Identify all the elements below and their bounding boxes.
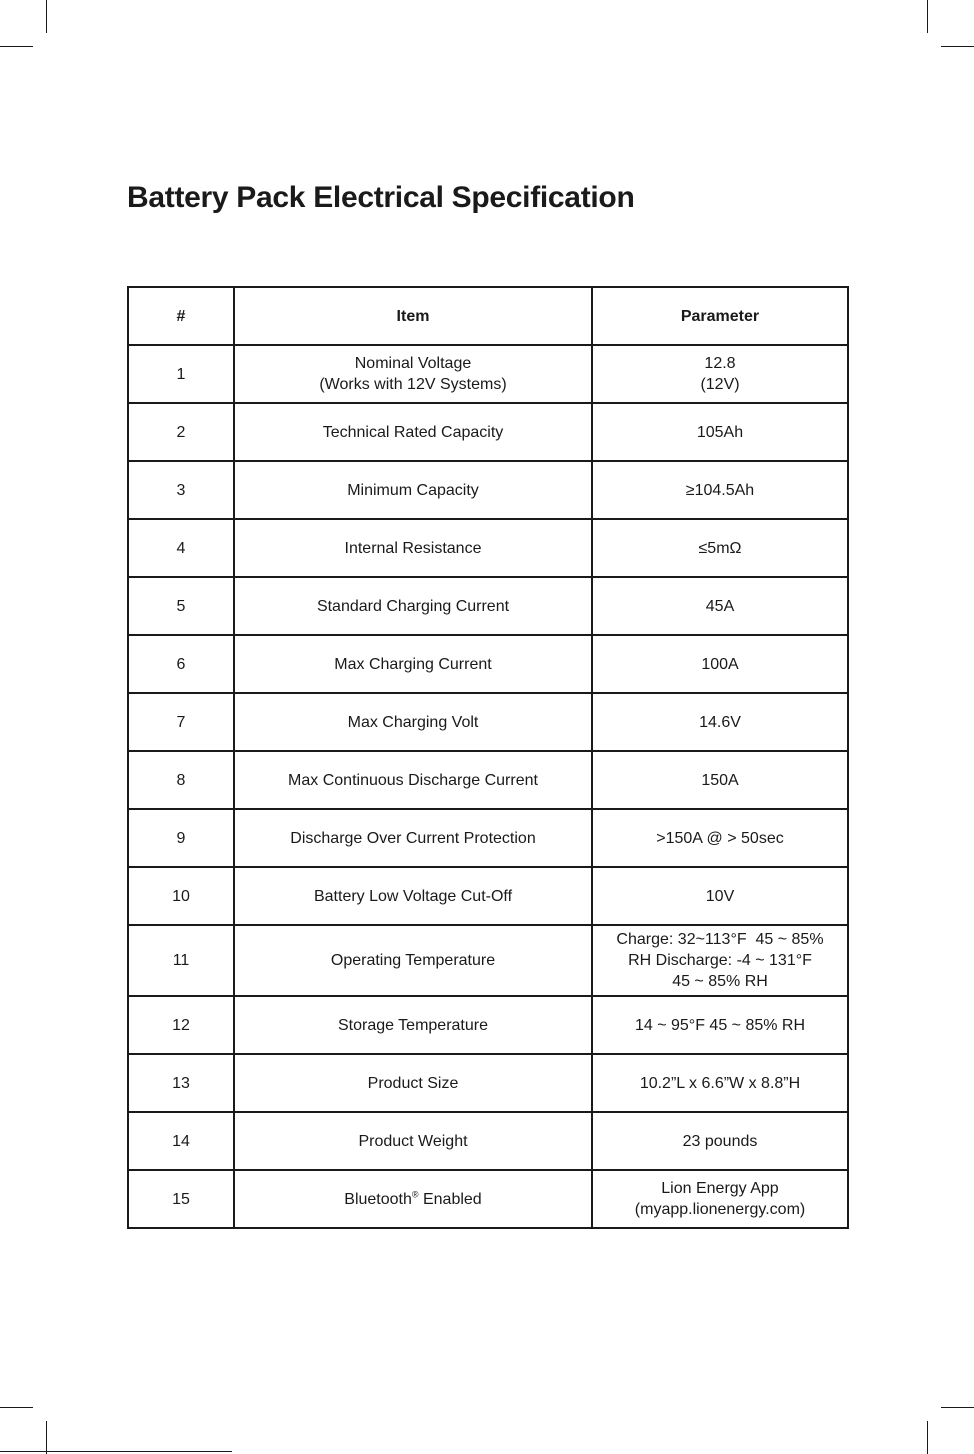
parameter-line: Lion Energy App (661, 1180, 779, 1197)
item-line: (Works with 12V Systems) (319, 376, 507, 393)
crop-mark-bottom-right-horizontal (941, 1407, 974, 1408)
table-row (128, 693, 848, 751)
row-item: Internal Resistance (234, 519, 592, 577)
row-number: 14 (128, 1112, 234, 1170)
row-parameter (592, 1170, 848, 1228)
row-parameter: 23 pounds (592, 1112, 848, 1170)
row-number: 4 (128, 519, 234, 577)
row-item: Operating Temperature (234, 925, 592, 996)
row-item: Max Charging Volt (234, 693, 592, 751)
registered-mark: ® (411, 1189, 419, 1200)
parameter-line: 12.8 (704, 355, 736, 372)
row-parameter: 150A (592, 751, 848, 809)
table-header-row (128, 287, 848, 345)
table-row (128, 751, 848, 809)
table-row (128, 403, 848, 461)
table-row (128, 1170, 848, 1228)
table-row (128, 1112, 848, 1170)
item-text: Enabled (418, 1190, 482, 1208)
header-number: # (128, 287, 234, 345)
row-item: Max Charging Current (234, 635, 592, 693)
table-row (128, 461, 848, 519)
row-number: 12 (128, 996, 234, 1054)
crop-mark-bottom-left-horizontal (0, 1407, 33, 1408)
parameter-line: 45 ~ 85% RH (672, 973, 768, 990)
row-number: 8 (128, 751, 234, 809)
page-title: Battery Pack Electrical Specification (127, 181, 635, 214)
row-item: Standard Charging Current (234, 577, 592, 635)
table-row (128, 996, 848, 1054)
row-parameter: 45A (592, 577, 848, 635)
row-item: Discharge Over Current Protection (234, 809, 592, 867)
header-parameter: Parameter (592, 287, 848, 345)
row-number: 3 (128, 461, 234, 519)
bottom-trim-line (0, 1451, 232, 1452)
header-item: Item (234, 287, 592, 345)
row-parameter: 14 ~ 95°F 45 ~ 85% RH (592, 996, 848, 1054)
crop-mark-bottom-right-vertical (927, 1421, 928, 1454)
row-parameter (592, 345, 848, 403)
row-parameter: ≤5mΩ (592, 519, 848, 577)
row-number: 9 (128, 809, 234, 867)
row-item: Technical Rated Capacity (234, 403, 592, 461)
row-parameter (592, 925, 848, 996)
item-line: Nominal Voltage (354, 355, 472, 372)
table-row (128, 345, 848, 403)
row-parameter: ≥104.5Ah (592, 461, 848, 519)
row-parameter: >150A @ > 50sec (592, 809, 848, 867)
table-row (128, 809, 848, 867)
row-item: Storage Temperature (234, 996, 592, 1054)
row-parameter: 10V (592, 867, 848, 925)
table-row (128, 577, 848, 635)
row-number: 7 (128, 693, 234, 751)
parameter-line: Charge: 32~113°F 45 ~ 85% (616, 931, 824, 948)
crop-mark-top-right-horizontal (941, 46, 974, 47)
parameter-line: RH Discharge: -4 ~ 131°F (628, 952, 812, 969)
row-number: 13 (128, 1054, 234, 1112)
parameter-line: (12V) (700, 376, 740, 393)
row-number: 5 (128, 577, 234, 635)
row-item (234, 345, 592, 403)
table-row (128, 1054, 848, 1112)
item-text: Bluetooth (344, 1190, 412, 1208)
row-item: Product Size (234, 1054, 592, 1112)
row-number: 10 (128, 867, 234, 925)
table-row (128, 867, 848, 925)
row-parameter: 10.2”L x 6.6”W x 8.8”H (592, 1054, 848, 1112)
row-item: Product Weight (234, 1112, 592, 1170)
row-parameter: 100A (592, 635, 848, 693)
row-parameter: 105Ah (592, 403, 848, 461)
spec-table (127, 286, 849, 1229)
row-number: 15 (128, 1170, 234, 1228)
crop-mark-top-left-vertical (46, 0, 47, 33)
row-number: 1 (128, 345, 234, 403)
table-row (128, 519, 848, 577)
row-number: 11 (128, 925, 234, 996)
row-number: 6 (128, 635, 234, 693)
row-number: 2 (128, 403, 234, 461)
parameter-line: (myapp.lionenergy.com) (634, 1201, 806, 1218)
row-parameter: 14.6V (592, 693, 848, 751)
row-item: Minimum Capacity (234, 461, 592, 519)
crop-mark-top-left-horizontal (0, 46, 33, 47)
row-item: Battery Low Voltage Cut-Off (234, 867, 592, 925)
crop-mark-bottom-left-vertical (46, 1421, 47, 1454)
table-row (128, 635, 848, 693)
row-item: Max Continuous Discharge Current (234, 751, 592, 809)
crop-mark-top-right-vertical (927, 0, 928, 33)
table-row (128, 925, 848, 996)
row-item (234, 1170, 592, 1228)
